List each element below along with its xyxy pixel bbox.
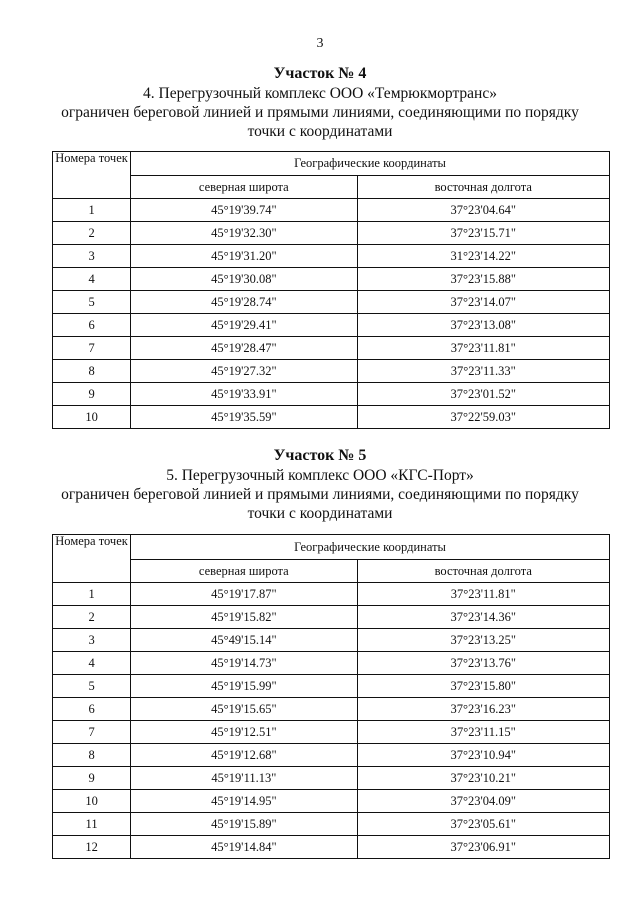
table-row [53,836,610,859]
section-heading: Участок № 5 [273,447,367,464]
latitude-cell: 45°19'14.73" [131,652,357,675]
table-row [53,222,610,245]
section-description-line: ограничен береговой линией и прямыми линиями, соединяющими по порядку [61,486,579,503]
table-row [53,629,610,652]
latitude-cell: 45°19'27.32" [131,360,357,383]
longitude-cell: 37°23'10.21" [357,767,609,790]
point-number-cell: 5 [53,675,131,698]
longitude-cell: 37°23'11.15" [357,721,609,744]
table-body [53,199,610,429]
longitude-cell: 31°23'14.22" [357,245,609,268]
point-number-cell: 8 [53,744,131,767]
header-geographic-coordinates: Географические координаты [131,535,610,560]
header-east-longitude: восточная долгота [357,176,609,199]
table-row [53,652,610,675]
section-title-line: 4. Перегрузочный комплекс ООО «Темрюкмортранс» [143,85,497,102]
latitude-cell: 45°19'12.68" [131,744,357,767]
point-number-cell: 7 [53,337,131,360]
latitude-cell: 45°19'32.30" [131,222,357,245]
header-point-numbers: Номера точек [53,152,131,199]
point-number-cell: 9 [53,767,131,790]
longitude-cell: 37°23'11.33" [357,360,609,383]
table-row [53,245,610,268]
table-row [53,675,610,698]
table-row [53,744,610,767]
header-east-longitude: восточная долгота [357,560,609,583]
header-north-latitude: северная широта [131,176,357,199]
table-body [53,583,610,859]
longitude-cell: 37°23'10.94" [357,744,609,767]
table-row [53,291,610,314]
point-number-cell: 2 [53,222,131,245]
point-number-cell: 1 [53,199,131,222]
latitude-cell: 45°19'35.59" [131,406,357,429]
coordinates-table-section-5 [52,534,610,859]
point-number-cell: 10 [53,790,131,813]
latitude-cell: 45°19'17.87" [131,583,357,606]
latitude-cell: 45°19'15.99" [131,675,357,698]
latitude-cell: 45°19'15.82" [131,606,357,629]
latitude-cell: 45°19'14.84" [131,836,357,859]
point-number-cell: 5 [53,291,131,314]
table-row [53,406,610,429]
table-row [53,698,610,721]
longitude-cell: 37°23'01.52" [357,383,609,406]
latitude-cell: 45°19'30.08" [131,268,357,291]
header-north-latitude: северная широта [131,560,357,583]
header-geographic-coordinates: Географические координаты [131,152,610,176]
longitude-cell: 37°23'13.76" [357,652,609,675]
table-row [53,337,610,360]
point-number-cell: 6 [53,698,131,721]
longitude-cell: 37°23'04.09" [357,790,609,813]
point-number-cell: 4 [53,268,131,291]
table-row [53,583,610,606]
table-row [53,721,610,744]
table-row [53,360,610,383]
point-number-cell: 6 [53,314,131,337]
point-number-cell: 4 [53,652,131,675]
header-point-numbers: Номера точек [53,535,131,583]
section-description-line: точки с координатами [247,123,393,140]
table-row [53,383,610,406]
coordinates-table-section-4 [52,151,610,429]
table-row [53,767,610,790]
table-row [53,606,610,629]
point-number-cell: 7 [53,721,131,744]
longitude-cell: 37°23'11.81" [357,337,609,360]
table-row [53,790,610,813]
latitude-cell: 45°19'28.74" [131,291,357,314]
longitude-cell: 37°23'13.25" [357,629,609,652]
longitude-cell: 37°23'14.36" [357,606,609,629]
latitude-cell: 45°19'15.89" [131,813,357,836]
longitude-cell: 37°23'15.88" [357,268,609,291]
latitude-cell: 45°19'31.20" [131,245,357,268]
point-number-cell: 9 [53,383,131,406]
table-row [53,314,610,337]
latitude-cell: 45°19'33.91" [131,383,357,406]
latitude-cell: 45°19'39.74" [131,199,357,222]
longitude-cell: 37°23'16.23" [357,698,609,721]
point-number-cell: 11 [53,813,131,836]
point-number-cell: 2 [53,606,131,629]
section-5 [0,446,640,523]
table-row [53,268,610,291]
longitude-cell: 37°23'15.71" [357,222,609,245]
point-number-cell: 12 [53,836,131,859]
longitude-cell: 37°22'59.03" [357,406,609,429]
latitude-cell: 45°19'29.41" [131,314,357,337]
longitude-cell: 37°23'15.80" [357,675,609,698]
latitude-cell: 45°19'11.13" [131,767,357,790]
section-description-line: точки с координатами [247,505,393,522]
point-number-cell: 8 [53,360,131,383]
latitude-cell: 45°19'28.47" [131,337,357,360]
longitude-cell: 37°23'11.81" [357,583,609,606]
point-number-cell: 3 [53,629,131,652]
section-heading: Участок № 4 [273,65,367,82]
longitude-cell: 37°23'13.08" [357,314,609,337]
longitude-cell: 37°23'06.91" [357,836,609,859]
longitude-cell: 37°23'05.61" [357,813,609,836]
section-description-line: ограничен береговой линией и прямыми линиями, соединяющими по порядку [61,104,579,121]
latitude-cell: 45°49'15.14" [131,629,357,652]
section-4 [0,64,640,141]
point-number-cell: 10 [53,406,131,429]
longitude-cell: 37°23'14.07" [357,291,609,314]
section-title-line: 5. Перегрузочный комплекс ООО «КГС-Порт» [166,467,474,484]
latitude-cell: 45°19'15.65" [131,698,357,721]
point-number-cell: 3 [53,245,131,268]
latitude-cell: 45°19'12.51" [131,721,357,744]
table-row [53,813,610,836]
table-row [53,199,610,222]
longitude-cell: 37°23'04.64" [357,199,609,222]
latitude-cell: 45°19'14.95" [131,790,357,813]
point-number-cell: 1 [53,583,131,606]
page-number: 3 [316,36,324,51]
